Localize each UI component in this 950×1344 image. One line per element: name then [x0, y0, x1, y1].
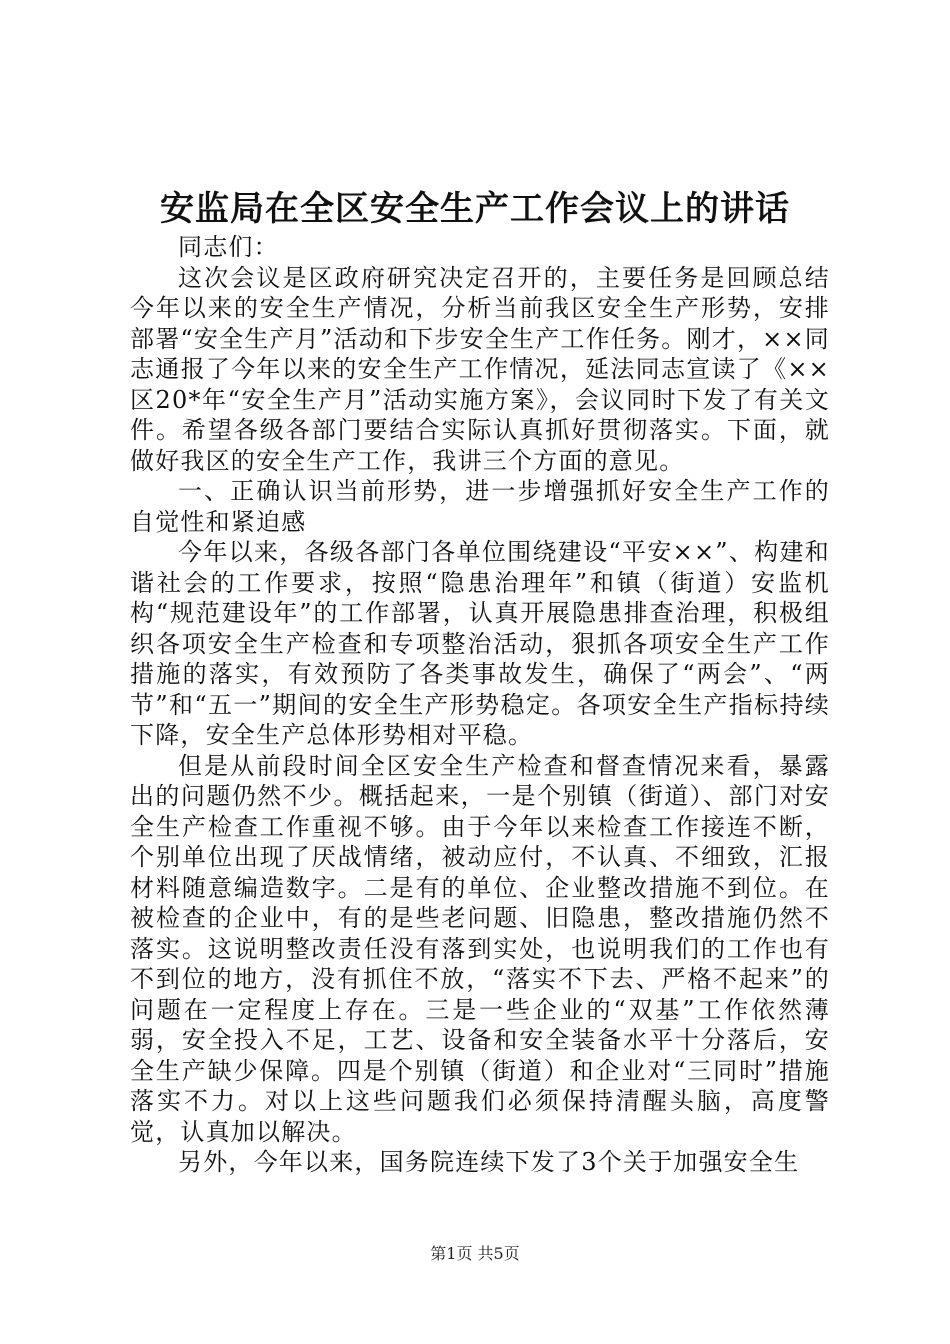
document-title: 安监局在全区安全生产工作会议上的讲话 — [160, 189, 790, 229]
document-body — [130, 232, 830, 1178]
paragraph-continued: 另外，今年以来，国务院连续下发了3个关于加强安全生 — [178, 1148, 800, 1176]
paragraph-problems: 但是从前段时间全区安全生产检查和督查情况来看，暴露出的问题仍然不少。概括起来，一是个别镇（街道）、部门对安全生产检查工作重视不够。由于今年以来检查工作接连不断，个别单位出现了厌战情绪，被动应付，不认真、不细致，汇报材料随意编造数字。二是有的单位、企业整改措施不到位。在被检查的企业中，有的是些老问题、旧隐患，整改措施仍然不落实。这说明整改责任没有落到实处，也说明我们的工作也有不到位的地方，没有抓住不放，“落实不下去、严格不起来”的问题在一定程度上存在。三是一些企业的“双基”工作依然薄弱，安全投入不足，工艺、设备和安全装备水平十分落后，安全生产缺少保障。四是个别镇（街道）和企业对“三同时”措施落实不力。对以上这些问题我们必须保持清醒头脑，高度警觉，认真加以解决。 — [130, 751, 830, 1146]
salutation: 同志们： — [178, 233, 279, 261]
paragraph-intro: 这次会议是区政府研究决定召开的，主要任务是回顾总结今年以来的安全生产情况，分析当前我区安全生产形势，安排部署“安全生产月”活动和下步安全生产工作任务。刚才，××同志通报了今年以来的安全生产工作情况，延法同志宣读了《××区20*年“安全生产月”活动实施方案》，会议同时下发了有关文件。希望各级各部门要结合实际认真抓好贯彻落实。下面，就做好我区的安全生产工作，我讲三个方面的意见。 — [130, 263, 830, 475]
section-heading-1: 一、正确认识当前形势，进一步增强抓好安全生产工作的自觉性和紧迫感 — [130, 477, 830, 536]
paragraph-situation: 今年以来，各级各部门各单位围绕建设“平安××”、构建和谐社会的工作要求，按照“隐患治理年”和镇（街道）安监机构“规范建设年”的工作部署，认真开展隐患排查治理，积极组织各项安全生产检查和专项整治活动，狠抓各项安全生产工作措施的落实，有效预防了各类事故发生，确保了“两会”、“两节”和“五一”期间的安全生产形势稳定。各项安全生产指标持续下降，安全生产总体形势相对平稳。 — [130, 538, 830, 749]
page-footer: 第1页 共5页 — [430, 1244, 520, 1263]
